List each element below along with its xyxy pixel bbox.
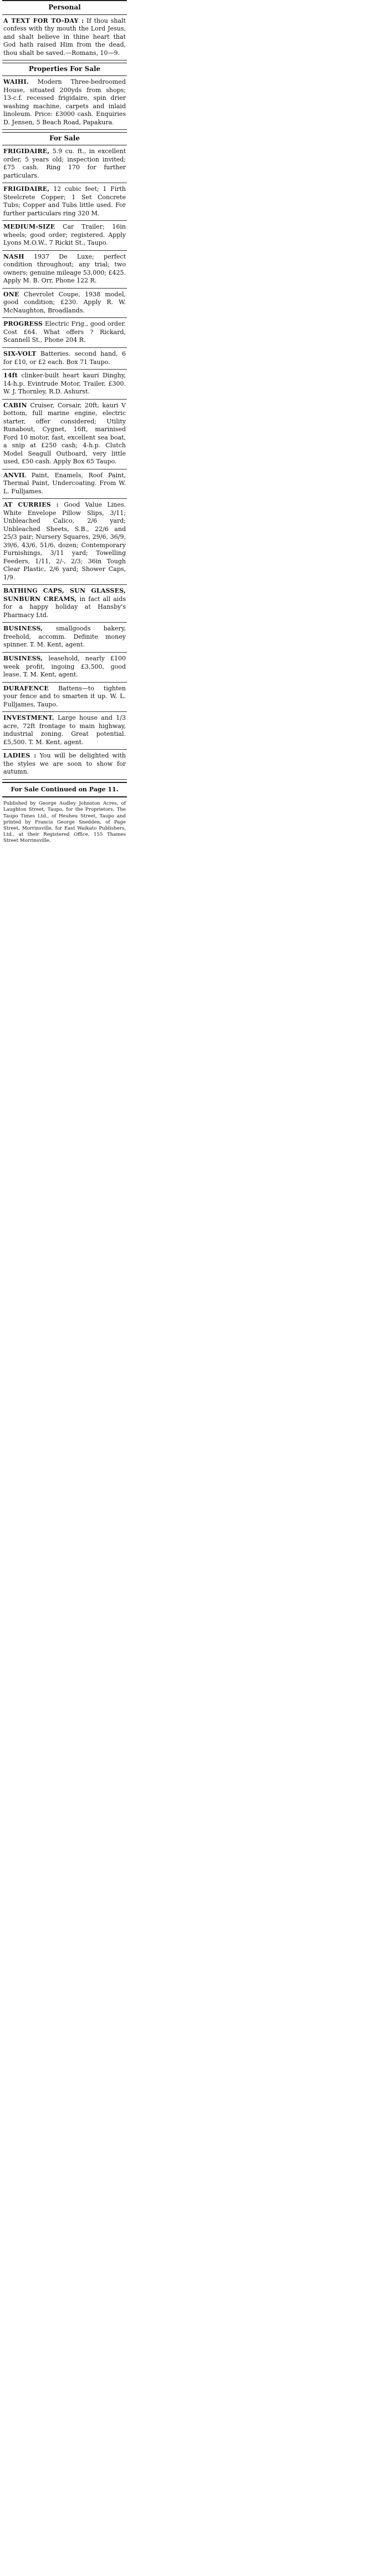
classified-ad <box>2 145 127 183</box>
ad-body: Paint, Enamels, Roof Paint, Thermal Paint, Undercoating. From W. L. Fulljames. <box>3 471 126 495</box>
ad-lead: A TEXT FOR TO-DAY : <box>3 17 84 24</box>
classified-ad <box>2 400 127 469</box>
ad-lead: FRIGIDAIRE, <box>3 185 50 193</box>
classified-ads-list <box>2 145 127 780</box>
ad-lead: BATHING CAPS, SUN GLASSES, SUNBURN CREAMS, <box>3 587 126 603</box>
classified-ad <box>2 683 127 713</box>
continued-notice: For Sale Continued on Page 11. <box>2 782 127 798</box>
ad-lead: BUSINESS, <box>3 655 43 662</box>
section-heading-properties: Properties For Sale <box>2 63 127 76</box>
ad-lead: WAIHI. <box>3 78 29 86</box>
ad-lead: SIX-VOLT <box>3 350 37 357</box>
ad-body: in fact all aids for a happy holiday at Hansby's Pharmacy Ltd. <box>3 595 126 619</box>
ad-body: Car Trailer; 16in wheels; good order; registered. Apply Lyons M.O.W., 7 Rickit St., Taupo. <box>3 223 126 247</box>
classified-ad <box>2 750 127 780</box>
ad-lead: LADIES : <box>3 752 37 760</box>
classified-ad <box>2 348 127 370</box>
classified-ad <box>2 76 127 130</box>
newspaper-column <box>0 0 129 850</box>
ad-body: Batteries. second hand, 6 for £10, or £2 each. Box 71 Taupo. <box>3 350 126 366</box>
publisher-imprint: Published by George Audley Johnston Acres, of Laughton Street, Taupo, for the Proprietors, The Taupo Times Ltd., of Heuheu Street, Taupo and printed by Francis George Snedden, of Page Street, Morrinsville, for East Waikato Publishers, Ltd., at their Registered Office, 155 Thames Street Morrinsville. <box>3 801 126 844</box>
ad-body: Modern Three-bedroomed House, situated 200yds from shops; 13-c.f. recessed frigidaire, spin drier washing machine, carpets and inlaid linoleum. Price: £3000 cash. Enquiries D. Jensen, 5 Beach Road, Papakura. <box>3 78 126 126</box>
classified-ad <box>2 712 127 750</box>
ad-lead: ONE <box>3 290 19 298</box>
ad-body: Cruiser, Corsair, 20ft, kauri V bottom, full marine engine, electric starter, offer considered; Utility Runabout, Cygnet, 16ft, marinised Ford 10 motor, fast, excellent sea boat, a snip at £250 cash; 4-h.p. Clutch Model Seagull Outboard, very little used, £50 cash. Apply Box 65 Taupo. <box>3 401 126 466</box>
section-heading-for-sale: For Sale <box>2 132 127 145</box>
ad-body: Battens—to tighten your fence and to smarten it up. W. L. Fulljames, Taupo. <box>3 684 126 708</box>
ad-body: Large house and 1/3 acre, 72ft frontage to main highway, industrial zoning. Great potential. £5,500. T. M. Kent, agent. <box>3 714 126 746</box>
ad-body: leasehold, nearly £100 week profit, ingoing £3,500, good lease. T. M. Kent, agent. <box>3 655 126 679</box>
classified-ad <box>2 623 127 653</box>
ad-body: 12 cubic feet; 1 Firth Steelcrete Copper; 1 Set Concrete Tubs; Copper and Tubs little used. For further particulars ring 320 M. <box>3 185 126 217</box>
classified-ad <box>2 499 127 585</box>
ad-body: Electric Frig., good order. Cost £64. What offers ? Rickard, Scannell St., Phone 204 R. <box>3 320 126 344</box>
classified-ad <box>2 318 127 348</box>
ad-lead: DURAFENCE <box>3 684 49 692</box>
classified-ad <box>2 15 127 61</box>
classified-ad <box>2 251 127 289</box>
ad-body: 5.9 cu. ft., in excellent order, 5 years old; inspection invited; £75 cash. Ring 170 for further particulars. <box>3 148 126 179</box>
ad-body: smallgoods bakery, freehold, accomm. Definite money spinner. T. M. Kent, agent. <box>3 625 126 649</box>
ad-lead: INVESTMENT. <box>3 714 54 722</box>
ad-body: clinker-built heart kauri Dinghy, 14-h.p. Evintrude Motor, Trailer, £300. W. J. Thornley, R.D. Ashurst. <box>3 372 126 396</box>
ad-lead: CABIN <box>3 401 27 409</box>
classified-ad <box>2 585 127 623</box>
ad-body: If thou shalt confess with thy mouth the Lord Jesus, and shalt believe in thine heart that God hath raised Him from the dead, thou shalt be saved.—Romans, 10—9. <box>3 17 126 57</box>
ad-lead: PROGRESS <box>3 320 43 328</box>
ad-lead: FRIGIDAIRE, <box>3 148 50 155</box>
ad-body: Good Value Lines. White Envelope Pillow Slips, 3/11; Unbleached Calico, 2/6 yard; Unbleached Sheets, S.B., 22/6 and 25/3 pair; Nursery Squares, 29/6, 36/9, 39/6, 43/6, 51/6, dozen; Contemporary Furnishings, 3/11 yard; Towelling Feeders, 1/11, 2/-, 2/3; 36in Tough Clear Plastic, 2/6 yard; Shower Caps, 1/9. <box>3 501 126 581</box>
classified-ad <box>2 289 127 319</box>
ad-lead: BUSINESS, <box>3 625 43 633</box>
ad-body: Chevrolet Coupe, 1938 model, good condition; £230. Apply R. W. McNaughton, Broadlands. <box>3 290 126 314</box>
classified-ad <box>2 221 127 251</box>
ad-lead: AT CURRIES : <box>3 501 59 509</box>
classified-ad <box>2 183 127 221</box>
classified-ad <box>2 370 127 400</box>
ad-body: You will be delighted with the styles we are soon to show for autumn. <box>3 752 126 776</box>
classified-ad <box>2 653 127 683</box>
ad-lead: NASH <box>3 252 24 260</box>
classified-ad <box>2 469 127 499</box>
ad-lead: MEDIUM-SIZE <box>3 223 55 231</box>
section-heading-personal: Personal <box>2 0 127 15</box>
ad-lead: 14ft <box>3 372 18 380</box>
ad-body: 1937 De Luxe; perfect condition throughout; any trial; two owners; genuine mileage 53,000; £425. Apply M. B. Orr, Phone 122 R. <box>3 252 126 285</box>
ad-lead: ANVIL <box>3 471 27 479</box>
